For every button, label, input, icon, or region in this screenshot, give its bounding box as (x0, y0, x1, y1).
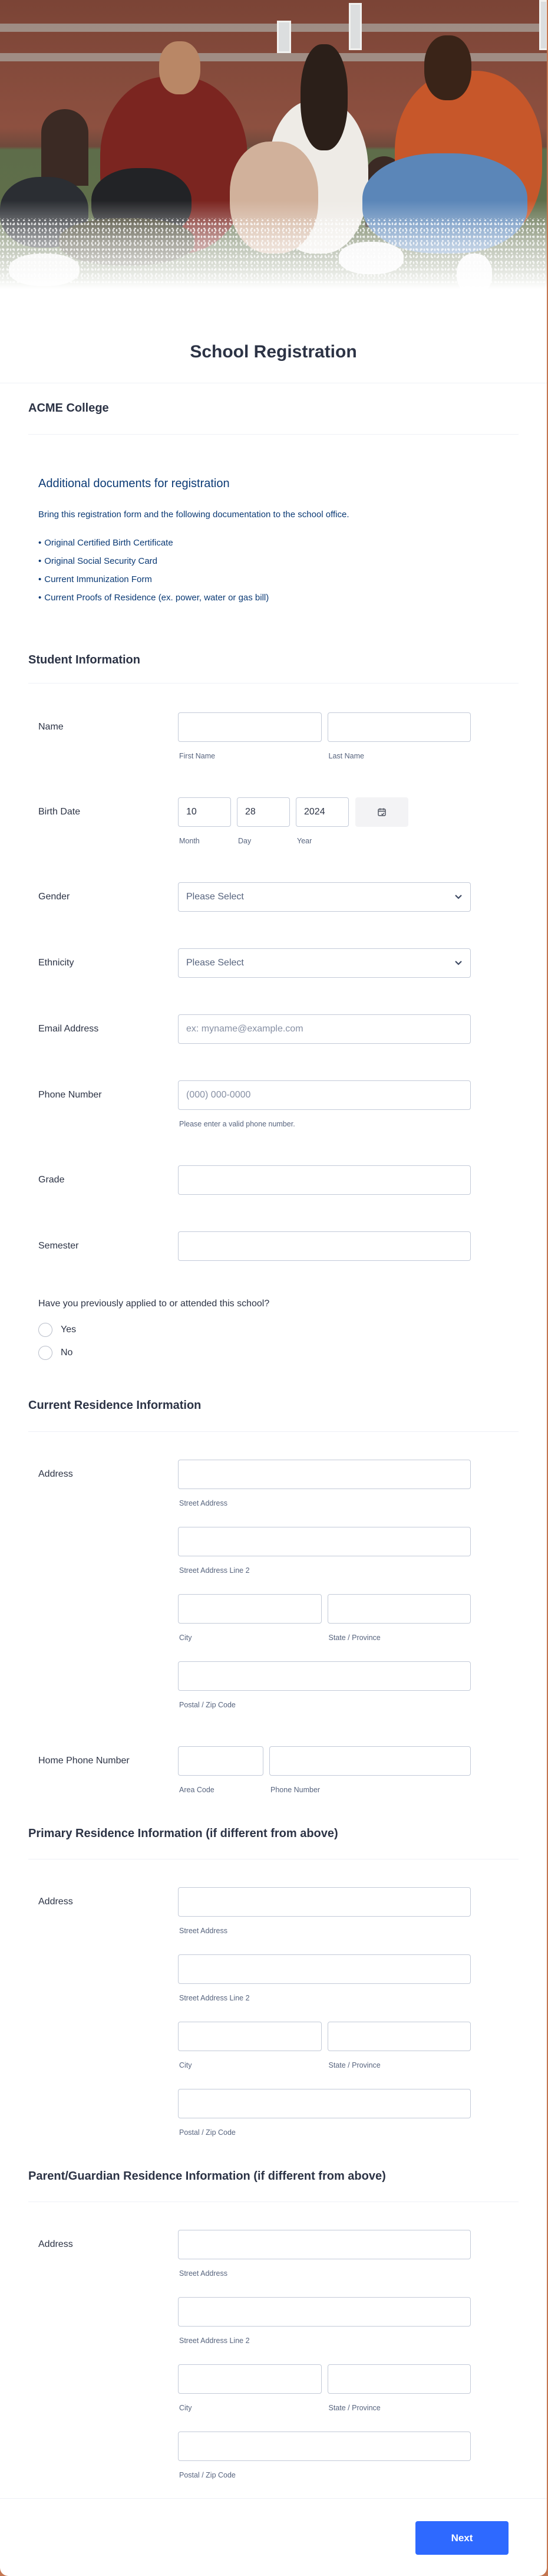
sublabel: Month (179, 837, 200, 845)
gender-select[interactable] (178, 882, 471, 912)
field-label: Address (38, 1469, 73, 1479)
street-address-line2-input[interactable] (178, 2297, 471, 2327)
sublabel: Street Address Line 2 (179, 1994, 250, 2002)
calendar-icon[interactable] (355, 797, 408, 827)
radio-circle[interactable] (38, 1323, 52, 1337)
documents-intro: Bring this registration form and the following documentation to the school office. (38, 510, 349, 520)
sublabel: State / Province (328, 2404, 381, 2412)
sublabel: State / Province (328, 2061, 381, 2069)
form-header (0, 318, 547, 383)
sublabel: Day (238, 837, 252, 845)
year-input[interactable] (296, 797, 349, 827)
section-primary-residence (28, 1813, 519, 1859)
section-heading: Student Information (28, 653, 140, 666)
chevron-down-icon (454, 894, 463, 900)
state-input[interactable] (328, 2022, 471, 2051)
primary-address-field (0, 1869, 547, 2156)
day-input[interactable] (237, 797, 290, 827)
chevron-down-icon (454, 960, 463, 966)
city-input[interactable] (178, 2364, 322, 2394)
list-item: • Original Social Security Card (38, 552, 509, 570)
previous-attendance-question: Have you previously applied to or attended this school? (38, 1299, 270, 1309)
field-label: Address (38, 1897, 73, 1907)
selected-value: Please Select (186, 958, 244, 968)
list-item: • Current Immunization Form (38, 570, 509, 589)
radio-label: No (61, 1347, 73, 1358)
section-guardian-residence (28, 2156, 519, 2202)
field-label: Address (38, 2239, 73, 2249)
city-input[interactable] (178, 2022, 322, 2051)
sublabel: Street Address (179, 1927, 227, 1935)
sublabel: Street Address Line 2 (179, 1566, 250, 1575)
state-input[interactable] (328, 1594, 471, 1624)
phone-field (0, 1062, 547, 1147)
field-label: Email Address (38, 1024, 99, 1034)
sublabel: Street Address (179, 1499, 227, 1507)
field-label: Phone Number (38, 1090, 102, 1100)
field-label: Semester (38, 1241, 79, 1251)
sublabel: Postal / Zip Code (179, 1701, 236, 1709)
sublabel: City (179, 2404, 192, 2412)
section-heading: Current Residence Information (28, 1399, 202, 1412)
sublabel: Area Code (179, 1786, 214, 1794)
next-button[interactable]: Next (415, 2521, 509, 2555)
phone-input[interactable] (178, 1080, 471, 1110)
field-label: Grade (38, 1175, 65, 1185)
city-input[interactable] (178, 1594, 322, 1624)
home-phone-input[interactable] (269, 1746, 471, 1776)
field-label: Gender (38, 892, 70, 902)
area-code-input[interactable] (178, 1746, 263, 1776)
semester-input[interactable] (178, 1231, 471, 1261)
sublabel: State / Province (328, 1634, 381, 1642)
section-heading: Primary Residence Information (if different from above) (28, 1827, 338, 1840)
postal-code-input[interactable] (178, 2089, 471, 2118)
documents-text-block (0, 435, 547, 607)
form-title: School Registration (190, 341, 357, 362)
email-input[interactable] (178, 1014, 471, 1044)
name-field (0, 694, 547, 779)
semester-field (0, 1213, 547, 1279)
street-address-input[interactable] (178, 1460, 471, 1489)
state-input[interactable] (328, 2364, 471, 2394)
radio-no[interactable] (38, 1341, 509, 1364)
documents-heading: Additional documents for registration (38, 477, 230, 490)
ethnicity-field (0, 930, 547, 996)
home-phone-field (0, 1728, 547, 1813)
list-item: • Original Certified Birth Certificate (38, 534, 509, 552)
field-label: Name (38, 722, 64, 732)
street-address-input[interactable] (178, 1887, 471, 1917)
street-address-input[interactable] (178, 2230, 471, 2259)
form-footer (0, 2498, 547, 2576)
sublabel: Street Address Line 2 (179, 2337, 250, 2345)
phone-hint: Please enter a valid phone number. (179, 1120, 295, 1128)
postal-code-input[interactable] (178, 2432, 471, 2461)
radio-yes[interactable] (38, 1318, 509, 1341)
sublabel: Last Name (328, 752, 364, 760)
sublabel: Postal / Zip Code (179, 2128, 236, 2137)
grade-input[interactable] (178, 1165, 471, 1195)
previous-attendance-radio-group (0, 1318, 547, 1364)
section-student-information (28, 653, 519, 684)
section-current-residence (28, 1398, 519, 1432)
college-name: ACME College (28, 402, 109, 415)
month-input[interactable] (178, 797, 231, 827)
field-label: Ethnicity (38, 958, 74, 968)
sublabel: City (179, 2061, 192, 2069)
radio-circle[interactable] (38, 1346, 52, 1360)
sublabel: Year (297, 837, 312, 845)
grade-field (0, 1147, 547, 1213)
sublabel: Street Address (179, 2269, 227, 2278)
postal-code-input[interactable] (178, 1661, 471, 1691)
birth-date-field (0, 779, 547, 864)
sublabel: Phone Number (270, 1786, 321, 1794)
selected-value: Please Select (186, 892, 244, 902)
section-acme-college (28, 383, 519, 435)
field-label: Home Phone Number (38, 1756, 130, 1766)
gender-field (0, 864, 547, 930)
section-heading: Parent/Guardian Residence Information (if different from above) (28, 2170, 386, 2183)
sublabel: City (179, 1634, 192, 1642)
list-item: • Current Proofs of Residence (ex. power, water or gas bill) (38, 589, 509, 607)
header-image (0, 0, 547, 318)
street-address-line2-input[interactable] (178, 1954, 471, 1984)
email-field (0, 996, 547, 1062)
current-address-field (0, 1441, 547, 1728)
documents-list (38, 534, 509, 607)
ethnicity-select[interactable] (178, 948, 471, 978)
radio-label: Yes (61, 1324, 77, 1335)
guardian-address-field (0, 2212, 547, 2498)
sublabel: First Name (179, 752, 216, 760)
street-address-line2-input[interactable] (178, 1527, 471, 1556)
last-name-input[interactable] (328, 712, 471, 742)
sublabel: Postal / Zip Code (179, 2471, 236, 2479)
field-label: Birth Date (38, 807, 81, 817)
first-name-input[interactable] (178, 712, 322, 742)
